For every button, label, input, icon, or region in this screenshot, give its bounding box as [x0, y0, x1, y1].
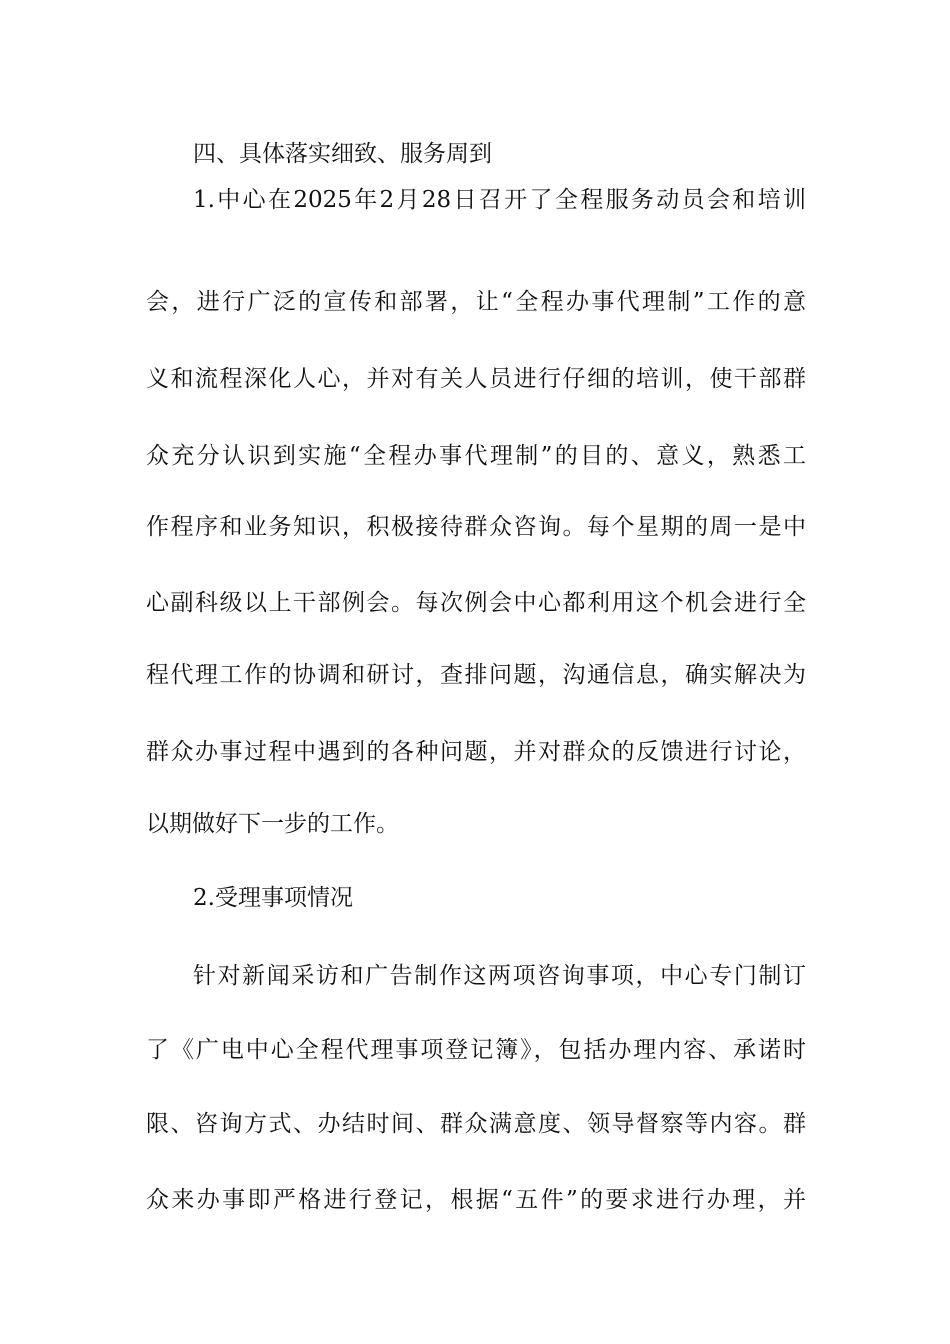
paragraph-line: 作程序和业务知识，积极接待群众咨询。每个星期的周一是中: [146, 514, 806, 540]
paragraph-line: 会，进行广泛的宣传和部署，让“全程办事代理制”工作的意: [146, 289, 806, 315]
paragraph-line: 心副科级以上干部例会。每次例会中心都利用这个机会进行全: [146, 590, 806, 616]
paragraph-line: 限、咨询方式、办结时间、群众满意度、领导督察等内容。群: [146, 1111, 806, 1137]
section-heading: 四、具体落实细致、服务周到: [193, 141, 492, 167]
subheading: 2.受理事项情况: [193, 885, 353, 911]
paragraph-line: 众充分认识到实施“全程办事代理制”的目的、意义，熟悉工: [146, 443, 806, 469]
paragraph-line: 以期做好下一步的工作。: [146, 811, 399, 837]
paragraph-line: 众来办事即严格进行登记，根据“五件”的要求进行办理，并: [146, 1187, 806, 1213]
paragraph-line: 1.中心在2025年2月28日召开了全程服务动员会和培训: [193, 187, 806, 213]
paragraph-line: 了《广电中心全程代理事项登记簿》，包括办理内容、承诺时: [146, 1037, 806, 1063]
paragraph-line: 程代理工作的协调和研讨，查排问题，沟通信息，确实解决为: [146, 662, 806, 688]
paragraph-line: 义和流程深化人心，并对有关人员进行仔细的培训，使干部群: [146, 366, 806, 392]
paragraph-line: 针对新闻采访和广告制作这两项咨询事项，中心专门制订: [193, 963, 806, 989]
paragraph-line: 群众办事过程中遇到的各种问题，并对群众的反馈进行讨论，: [146, 739, 806, 765]
